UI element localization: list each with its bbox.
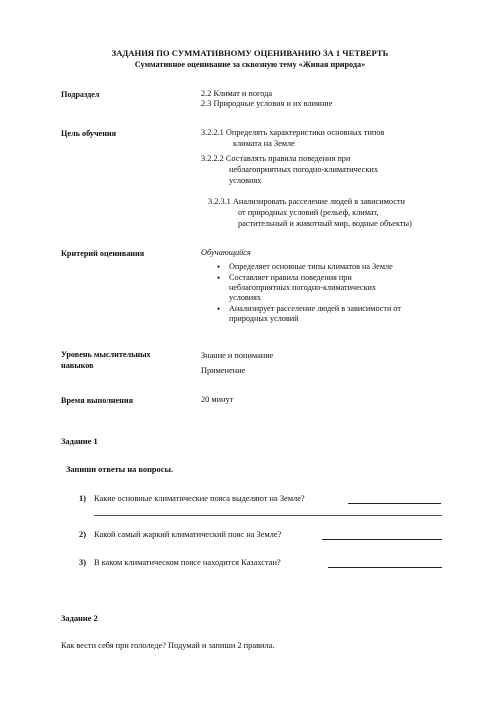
document-title: ЗАДАНИЯ ПО СУММАТИВНОМУ ОЦЕНИВАНИЮ ЗА 1 ЧЕТВЕРТЬ bbox=[111, 48, 389, 58]
goal-2-line2: неблагоприятных погодно-климатических bbox=[229, 165, 378, 174]
goal-2-line1: 3.2.2.2 Составлять правила поведения при bbox=[201, 154, 351, 163]
subsection-value-2: 2.3 Природные условия и их влияние bbox=[201, 99, 333, 108]
task2-text: Как вести себя при гололеде? Подумай и запиши 2 правила. bbox=[61, 641, 275, 650]
skills-label-line1: Уровень мыслительных bbox=[61, 350, 151, 359]
criteria-item: • Составляет правила поведения при неблагоприятных погодно-климатических условиях bbox=[211, 273, 461, 303]
question-3-text: В каком климатическом поясе находится Казахстан? bbox=[94, 558, 281, 567]
goal-3-line1: 3.2.3.1 Анализировать расселение людей в зависимости bbox=[208, 197, 405, 206]
document-subtitle: Суммативное оценивание за сквозную тему «Живая природа» bbox=[134, 60, 366, 69]
criteria-label: Критерий оценивания bbox=[61, 249, 145, 258]
question-2-text: Какой самый жаркий климатический пояс на Земле? bbox=[94, 530, 282, 539]
task2-heading: Задание 2 bbox=[61, 614, 98, 623]
task1-heading: Задание 1 bbox=[61, 437, 98, 446]
goal-1-line2: климата на Земле bbox=[233, 139, 295, 148]
time-value: 20 минут bbox=[201, 395, 234, 404]
subsection-value-1: 2.2 Климат и погода bbox=[201, 89, 273, 98]
question-1-text: Какие основные климатические пояса выделяют на Земле? bbox=[94, 494, 305, 503]
task1-instruction: Запиши ответы на вопросы. bbox=[66, 465, 174, 474]
criteria-list bbox=[211, 262, 461, 325]
skills-label-line2: навыков bbox=[61, 361, 94, 370]
question-3-number: 3) bbox=[79, 558, 86, 567]
goal-label: Цель обучения bbox=[61, 129, 117, 138]
subsection-label: Подраздел bbox=[61, 90, 100, 99]
goal-3-line3: растительный и животный мир, водные объекты) bbox=[238, 219, 412, 228]
question-2-number: 2) bbox=[79, 530, 86, 539]
skills-value-2: Применение bbox=[201, 366, 246, 375]
answer-line-2[interactable] bbox=[322, 539, 442, 540]
goal-1-line1: 3.2.2.1 Определять характеристики основных типов bbox=[201, 128, 385, 137]
answer-line-3[interactable] bbox=[328, 567, 442, 568]
skills-value-1: Знание и понимание bbox=[201, 351, 274, 360]
goal-3-line2: от природных условий (рельеф, климат, bbox=[238, 208, 379, 217]
criteria-item: • Анализирует расселение людей в зависимости от природных условий bbox=[211, 304, 461, 324]
answer-line-1b[interactable] bbox=[94, 515, 442, 516]
answer-line-1[interactable] bbox=[348, 503, 441, 504]
goal-2-line3: условиях bbox=[229, 176, 262, 185]
time-label: Время выполнения bbox=[61, 396, 134, 405]
criteria-intro: Обучающийся bbox=[201, 248, 251, 257]
criteria-item: • Определяет основные типы климатов на Земле bbox=[211, 262, 461, 272]
question-1-number: 1) bbox=[79, 494, 86, 503]
